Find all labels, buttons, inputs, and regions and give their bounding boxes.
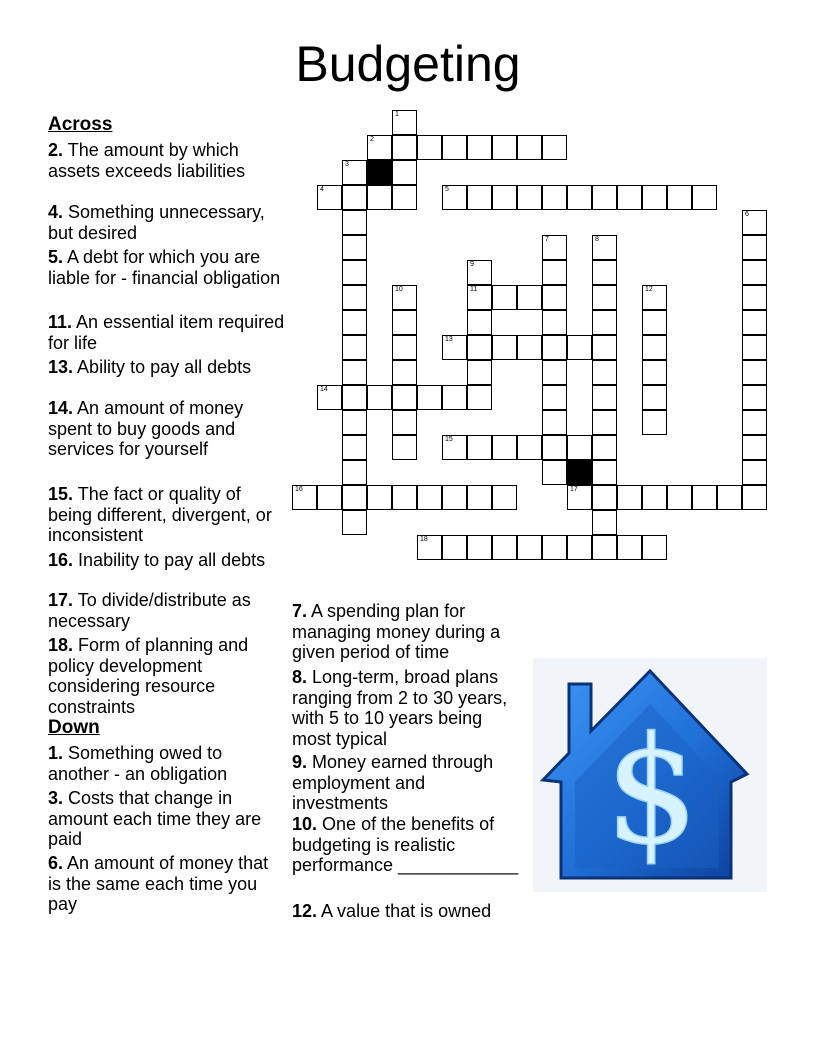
crossword-cell[interactable]: [292, 485, 317, 510]
crossword-cell[interactable]: [342, 460, 367, 485]
crossword-cell[interactable]: [642, 410, 667, 435]
crossword-cell[interactable]: [392, 485, 417, 510]
crossword-cell[interactable]: [317, 485, 342, 510]
crossword-cell[interactable]: [542, 435, 567, 460]
clue-down-6: 6. An amount of money that is the same each time you pay: [48, 853, 269, 914]
crossword-cell[interactable]: [592, 185, 617, 210]
crossword-cell[interactable]: [742, 410, 767, 435]
crossword-cell[interactable]: [442, 135, 467, 160]
clue-across-11: 11. An essential item required for life: [48, 312, 285, 353]
clue-number: 5: [445, 186, 449, 193]
clue-down-9: 9. Money earned through employment and investments: [292, 752, 494, 813]
crossword-cell[interactable]: [367, 135, 392, 160]
down-heading: Down: [48, 717, 100, 738]
clue-number: 4: [320, 186, 324, 193]
crossword-cell[interactable]: [317, 185, 342, 210]
crossword-cell[interactable]: [367, 185, 392, 210]
crossword-cell[interactable]: [742, 260, 767, 285]
crossword-cell[interactable]: [467, 185, 492, 210]
crossword-cell[interactable]: [542, 360, 567, 385]
crossword-cell[interactable]: [542, 310, 567, 335]
crossword-cell[interactable]: [742, 485, 767, 510]
crossword-cell[interactable]: [592, 485, 617, 510]
crossword-cell[interactable]: [742, 435, 767, 460]
crossword-cell[interactable]: [492, 135, 517, 160]
clue-down-12: 12. A value that is owned: [292, 901, 492, 921]
crossword-cell[interactable]: [442, 185, 467, 210]
crossword-cell[interactable]: [592, 285, 617, 310]
crossword-cell[interactable]: [567, 185, 592, 210]
crossword-cell[interactable]: [467, 260, 492, 285]
crossword-cell[interactable]: [392, 110, 417, 135]
clue-down-10: 10. One of the benefits of budgeting is realistic performance ____________: [292, 814, 519, 875]
clue-across-14: 14. An amount of money spent to buy goods and services for yourself: [48, 398, 244, 459]
crossword-cell[interactable]: [642, 360, 667, 385]
crossword-cell[interactable]: [717, 485, 742, 510]
crossword-cell[interactable]: [742, 235, 767, 260]
crossword-cell[interactable]: [617, 485, 642, 510]
crossword-cell[interactable]: [467, 135, 492, 160]
crossword-cell[interactable]: [467, 535, 492, 560]
crossword-cell[interactable]: [567, 435, 592, 460]
crossword-cell[interactable]: [617, 535, 642, 560]
crossword-cell[interactable]: [392, 310, 417, 335]
clue-across-15: 15. The fact or quality of being different, divergent, or inconsistent: [48, 484, 272, 545]
crossword-cell[interactable]: [742, 310, 767, 335]
crossword-cell[interactable]: [467, 435, 492, 460]
crossword-cell[interactable]: [517, 435, 542, 460]
crossword-block: [367, 160, 392, 185]
crossword-cell[interactable]: [692, 185, 717, 210]
crossword-cell[interactable]: [367, 385, 392, 410]
clue-across-17: 17. To divide/distribute as necessary: [48, 590, 251, 631]
clue-across-2: 2. The amount by which assets exceeds liabilities: [48, 140, 246, 181]
crossword-cell[interactable]: [742, 385, 767, 410]
across-heading: Across: [48, 114, 113, 135]
crossword-cell[interactable]: [542, 135, 567, 160]
crossword-cell[interactable]: [542, 385, 567, 410]
clue-number: 14: [320, 386, 328, 393]
house-dollar-icon: [531, 656, 769, 894]
crossword-cell[interactable]: [492, 285, 517, 310]
crossword-cell[interactable]: [342, 385, 367, 410]
crossword-cell[interactable]: [592, 310, 617, 335]
crossword-cell[interactable]: [417, 385, 442, 410]
crossword-cell[interactable]: [342, 310, 367, 335]
crossword-cell[interactable]: [342, 160, 367, 185]
crossword-block: [567, 460, 592, 485]
crossword-cell[interactable]: [392, 410, 417, 435]
crossword-cell[interactable]: [517, 335, 542, 360]
crossword-cell[interactable]: [592, 360, 617, 385]
crossword-cell[interactable]: [492, 535, 517, 560]
clue-across-4: 4. Something unnecessary, but desired: [48, 202, 265, 243]
crossword-cell[interactable]: [592, 335, 617, 360]
crossword-cell[interactable]: [542, 235, 567, 260]
crossword-cell[interactable]: [492, 435, 517, 460]
crossword-cell[interactable]: [342, 510, 367, 535]
crossword-cell[interactable]: [467, 285, 492, 310]
crossword-cell[interactable]: [492, 485, 517, 510]
clue-number: 13: [445, 336, 453, 343]
crossword-cell[interactable]: [442, 535, 467, 560]
clue-number: 12: [645, 286, 653, 293]
crossword-cell[interactable]: [467, 485, 492, 510]
crossword-cell[interactable]: [467, 310, 492, 335]
crossword-cell[interactable]: [517, 535, 542, 560]
crossword-cell[interactable]: [542, 535, 567, 560]
crossword-cell[interactable]: [642, 485, 667, 510]
crossword-cell[interactable]: [317, 385, 342, 410]
crossword-cell[interactable]: [592, 460, 617, 485]
crossword-cell[interactable]: [692, 485, 717, 510]
crossword-cell[interactable]: [392, 185, 417, 210]
crossword-cell[interactable]: [667, 485, 692, 510]
crossword-cell[interactable]: [642, 535, 667, 560]
clue-number: 1: [395, 111, 399, 118]
crossword-cell[interactable]: [392, 160, 417, 185]
crossword-cell[interactable]: [342, 285, 367, 310]
dollar-sign: $: [604, 705, 700, 877]
crossword-cell[interactable]: [567, 535, 592, 560]
clue-number: 15: [445, 436, 453, 443]
crossword-cell[interactable]: [342, 210, 367, 235]
crossword-cell[interactable]: [742, 460, 767, 485]
crossword-cell[interactable]: [492, 185, 517, 210]
crossword-cell[interactable]: [542, 185, 567, 210]
crossword-cell[interactable]: [542, 285, 567, 310]
crossword-cell[interactable]: [642, 385, 667, 410]
crossword-cell[interactable]: [392, 360, 417, 385]
crossword-cell[interactable]: [442, 385, 467, 410]
crossword-cell[interactable]: [392, 335, 417, 360]
clue-number: 2: [370, 136, 374, 143]
clue-number: 9: [470, 261, 474, 268]
crossword-cell[interactable]: [742, 360, 767, 385]
crossword-cell[interactable]: [592, 535, 617, 560]
crossword-cell[interactable]: [592, 235, 617, 260]
crossword-cell[interactable]: [567, 335, 592, 360]
crossword-cell[interactable]: [342, 260, 367, 285]
crossword-cell[interactable]: [342, 360, 367, 385]
clue-number: 10: [395, 286, 403, 293]
crossword-cell[interactable]: [642, 335, 667, 360]
crossword-cell[interactable]: [592, 385, 617, 410]
clue-down-1: 1. Something owed to another - an obligation: [48, 743, 228, 784]
crossword-cell[interactable]: [392, 135, 417, 160]
crossword-cell[interactable]: [642, 285, 667, 310]
clue-down-3: 3. Costs that change in amount each time they are paid: [48, 788, 262, 849]
clue-number: 6: [745, 211, 749, 218]
crossword-cell[interactable]: [342, 335, 367, 360]
crossword-cell[interactable]: [542, 335, 567, 360]
crossword-cell[interactable]: [392, 285, 417, 310]
clue-number: 7: [545, 236, 549, 243]
crossword-cell[interactable]: [492, 335, 517, 360]
crossword-cell[interactable]: [542, 260, 567, 285]
crossword-cell[interactable]: [567, 485, 592, 510]
clue-number: 18: [420, 536, 428, 543]
crossword-cell[interactable]: [642, 185, 667, 210]
crossword-cell[interactable]: [342, 185, 367, 210]
clue-across-13: 13. Ability to pay all debts: [48, 357, 252, 377]
crossword-cell[interactable]: [542, 410, 567, 435]
crossword-cell[interactable]: [342, 235, 367, 260]
crossword-cell[interactable]: [442, 435, 467, 460]
crossword-cell[interactable]: [667, 185, 692, 210]
crossword-cell[interactable]: [517, 135, 542, 160]
clue-number: 11: [470, 286, 478, 293]
crossword-cell[interactable]: [467, 385, 492, 410]
crossword-cell[interactable]: [417, 535, 442, 560]
crossword-cell[interactable]: [742, 210, 767, 235]
page-title: Budgeting: [295, 36, 521, 92]
crossword-cell[interactable]: [617, 185, 642, 210]
clue-down-7: 7. A spending plan for managing money during a given period of time: [292, 601, 501, 662]
crossword-cell[interactable]: [742, 335, 767, 360]
crossword-cell[interactable]: [742, 285, 767, 310]
house-dollar-graphic: [531, 656, 769, 894]
crossword-cell[interactable]: [517, 285, 542, 310]
crossword-cell[interactable]: [592, 510, 617, 535]
crossword-cell[interactable]: [442, 335, 467, 360]
crossword-cell[interactable]: [592, 260, 617, 285]
crossword-cell[interactable]: [342, 410, 367, 435]
clue-across-16: 16. Inability to pay all debts: [48, 550, 266, 570]
crossword-cell[interactable]: [642, 310, 667, 335]
crossword-cell[interactable]: [467, 335, 492, 360]
crossword-cell[interactable]: [592, 435, 617, 460]
crossword-cell[interactable]: [467, 360, 492, 385]
crossword-cell[interactable]: [542, 460, 567, 485]
clue-number: 16: [295, 486, 303, 493]
clue-across-5: 5. A debt for which you are liable for - financial obligation: [48, 247, 281, 288]
crossword-cell[interactable]: [417, 485, 442, 510]
crossword-cell[interactable]: [342, 485, 367, 510]
clue-down-8: 8. Long-term, broad plans ranging from 2 to 30 years, with 5 to 10 years being most typical: [292, 667, 508, 749]
clue-number: 3: [345, 161, 349, 168]
clue-across-18: 18. Form of planning and policy development considering resource constraints: [48, 635, 249, 717]
crossword-cell[interactable]: [392, 385, 417, 410]
clue-number: 8: [595, 236, 599, 243]
crossword-cell[interactable]: [517, 185, 542, 210]
crossword-cell[interactable]: [417, 135, 442, 160]
crossword-cell[interactable]: [592, 410, 617, 435]
clue-number: 17: [570, 486, 578, 493]
crossword-cell[interactable]: [392, 435, 417, 460]
crossword-cell[interactable]: [442, 485, 467, 510]
crossword-cell[interactable]: [342, 435, 367, 460]
crossword-cell[interactable]: [367, 485, 392, 510]
